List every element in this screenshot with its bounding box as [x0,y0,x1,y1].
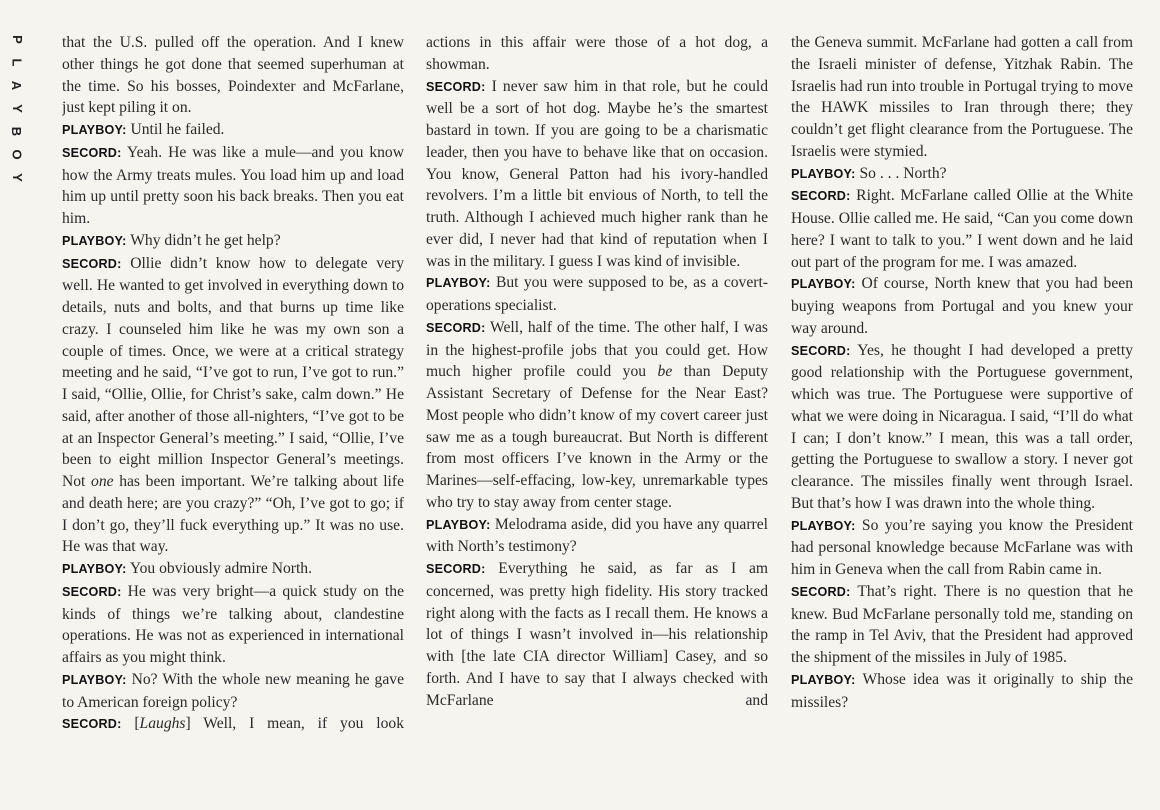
answer-text: has been important. We’re talking about life and death here; are you crazy?” “Oh, I’ve got to go; if I don’t go, they’ll fuck everything up.” It was no use. He was that way. [62,473,404,556]
interview-question [62,119,404,142]
interview-answer [426,76,768,273]
answer-text: He was very bright—a quick study on the kinds of things we’re talking about, clandestine operations. He was not as experienced in international affairs as you might think. [62,582,404,666]
paragraph-text: that the U.S. pulled off the operation. And I knew other things he got done that seemed superhuman at the time. So his bosses, Poindexter and McFarlane, just kept piling it on. [62,34,404,117]
question-text: No? With the whole new meaning he gave to American foreign policy? [62,670,404,711]
speaker-playboy: PLAYBOY: [791,277,856,292]
side-letter: Y [9,173,25,182]
answer-text: I never saw him in that role, but he could well be a sort of hot dog. Maybe he’s the smartest bastard in town. If you are going to be a charismatic leader, then you have to behave like that on occasion. You know, General Patton had his ivory-handled revolvers. I’m a little bit envious of North, to tell the truth. Although I achieved much higher rank than he ever did, I never had that kind of reputation when I was in the military. I guess I was kind of invisible. [426,77,768,270]
interview-answer [62,581,404,669]
answer-text: Well, half of the time. The other half, I was in the highest-profile jobs that you could get. How much higher profile could you [426,318,768,381]
speaker-playboy: PLAYBOY: [791,166,856,181]
emphasis-text: be [657,363,673,381]
emphasis-text: one [91,473,114,490]
speaker-secord: SECORD: [791,189,851,204]
interview-answer: SECORD: [Laughs] Well, I mean, if you look [62,715,404,733]
speaker-playboy: PLAYBOY: [426,517,491,532]
interview-question [791,669,1133,714]
speaker-playboy: PLAYBOY: [426,276,491,291]
answer-text: Yeah. He was like a mule—and you know how the Army treats mules. You load him up and load him up until pretty soon his back breaks. Then you eat him. [62,143,404,227]
paragraph [62,32,404,119]
interview-question [426,514,768,559]
interview-question [791,163,1133,186]
speaker-playboy: PLAYBOY: [791,672,856,687]
interview-answer [62,142,404,230]
interview-question [62,558,404,581]
interview-question [791,273,1133,339]
speaker-secord: SECORD: [62,717,122,732]
side-letter: O [9,149,25,160]
paragraph-text: the Geneva summit. McFarlane had gotten a call from the Israeli minister of defense, Yitzhak Rabin. The Israelis had run into trouble in Portugal trying to move the HAWK missiles to Iran through there; they couldn’t get flight clearance from the Portuguese. The Israelis were stymied. [791,34,1133,160]
answer-text: ] Well, I mean, if you look [185,715,404,733]
question-text: Until he failed. [126,121,225,138]
side-letter: L [9,58,25,67]
speaker-secord: SECORD: [791,343,851,358]
interview-answer [791,340,1133,515]
speaker-secord: SECORD: [62,584,122,599]
speaker-playboy: PLAYBOY: [62,672,127,687]
text-column-3 [791,32,1133,810]
speaker-secord: SECORD: [426,79,486,94]
side-letter: A [9,80,25,91]
text-column-2 [426,32,768,810]
speaker-playboy: PLAYBOY: [62,233,127,248]
question-text: So . . . North? [855,164,947,182]
speaker-secord: SECORD: [62,256,122,271]
answer-text: than Deputy Assistant Secretary of Defense for the Near East? Most people who didn’t know of my covert career just saw me as a tough bureaucrat. But North is different from most officers I’ve known in the Army or the Marines—self-effacing, low-key, unremarkable types who try to stay away from center stage. [426,363,768,511]
text-column-1 [62,32,404,810]
interview-question [426,272,768,317]
answer-text: Right. McFarlane called Ollie at the White House. Ollie called me. He said, “Can you come down here? I want to talk to you.” I went down and he laid out part of the program for me. I was amazed. [791,187,1133,271]
paragraph [426,32,768,76]
speaker-playboy: PLAYBOY: [62,562,127,576]
paragraph-text: actions in this affair were those of a hot dog, a showman. [426,34,768,73]
speaker-secord: SECORD: [426,562,486,576]
question-text: Why didn’t he get help? [126,231,281,249]
question-text: Whose idea was it originally to ship the missiles? [791,670,1133,711]
paragraph [791,32,1133,163]
question-text: Of course, North knew that you had been buying weapons from Portugal and you knew your way around. [791,275,1133,337]
side-letter: P [9,35,25,44]
stage-direction: Laughs [139,715,186,733]
question-text: So you’re saying you know the President had personal knowledge because McFarlane was with him in Geneva when the call from Rabin came in. [791,516,1133,578]
speaker-secord: SECORD: [62,145,122,160]
interview-answer [791,185,1133,273]
magazine-side-label [6,28,28,189]
answer-text: Everything he said, as far as I am concerned, was pretty high fidelity. His story tracked right along with the facts as I recall them. He knows a lot of things I wasn’t involved in—his relationship with [the late CIA director William] Casey, and so forth. And I have to say that I always checked with McFarlane and [426,560,768,709]
answer-text: Ollie didn’t know how to delegate very well. He wanted to get involved in everything down to details, nuts and bolts, and that burns up time like crazy. I counseled him like he was my own son a couple of times. Once, we were at a critical strategy meeting and he said, “I’ve got to run, I’ve got to run.” I said, “Ollie, Ollie, for Christ’s sake, calm down.” He said, after another of those all-nighters, “I’ve got to be at an Inspector General’s meeting.” I said, “Ollie, I’ve been to eight million Inspector General’s meetings. Not [62,254,404,490]
speaker-playboy: PLAYBOY: [62,123,127,137]
interview-answer [791,581,1133,669]
answer-text: That’s right. There is no question that he knew. Bud McFarlane personally told me, standing on the ramp in Tel Aviv, that the President had approved the shipment of the missiles in July of 1985. [791,582,1133,666]
question-text: You obviously admire North. [126,560,312,577]
interview-question [62,669,404,714]
speaker-secord: SECORD: [791,584,851,599]
speaker-playboy: PLAYBOY: [791,518,856,533]
question-text: Melodrama aside, did you have any quarrel with North’s testimony? [426,515,768,556]
question-text: But you were supposed to be, as a covert-operations specialist. [426,274,768,314]
interview-answer [62,253,404,559]
side-letter: Y [9,104,25,113]
interview-answer [426,558,768,711]
interview-answer [426,317,768,514]
side-letter: B [9,126,25,137]
interview-question [791,515,1133,581]
speaker-secord: SECORD: [426,320,486,335]
interview-question [62,230,404,253]
answer-text: Yes, he thought I had developed a pretty good relationship with the Portuguese government, which was true. The Portuguese were supportive of what we were doing in Nicaragua. I said, “I’ll do what I can; I don’t know.” I mean, this was a tall order, getting the Portuguese to swallow a story. I never got clearance. The missiles finally went through Israel. But that’s how I was drawn into the whole thing. [791,341,1133,512]
